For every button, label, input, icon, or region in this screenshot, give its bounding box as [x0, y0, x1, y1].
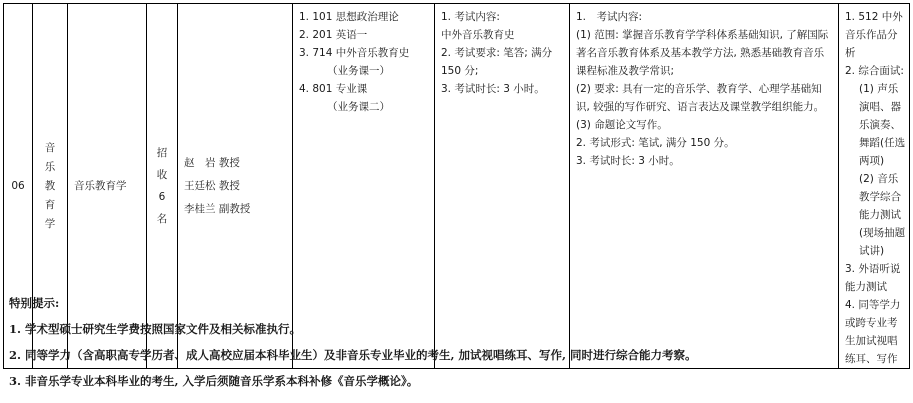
additional-line: (2) 音乐教学综合能力测试 (现场抽题试讲): [859, 173, 906, 257]
note-item: 2. 同等学力（含高职高专学历者、成人高校应届本科毕业生）及非音乐专业毕业的考生, 加试视唱练耳、写作, 同时进行综合能力考察。: [9, 348, 697, 362]
content-line: (3) 命题论文写作。: [576, 119, 668, 131]
note-item: 3. 非音乐学专业本科毕业的考生, 入学后须随音乐学系本科补修《音乐学概论》。: [9, 374, 419, 388]
content-line: (1) 范围: 掌握音乐教育学学科体系基础知识, 了解国际著名音乐教育体系及基本教学方法, 熟悉基础教育音乐课程标准及教学常识;: [576, 29, 829, 77]
major-code: 06: [11, 180, 25, 192]
content-line: 1. 考试内容:: [576, 11, 643, 23]
exam-subject: 3. 714 中外音乐教育史: [299, 47, 410, 59]
special-notes: [9, 290, 909, 394]
exam-subject-note: （业务课一）: [327, 65, 390, 77]
content-line: (2) 要求: 具有一定的音乐学、教育学、心理学基础知识, 较强的写作研究、语言表达及课堂教学组织能力。: [576, 83, 825, 113]
additional-line: (1) 声乐演唱、器乐演奏、舞蹈(任选两项): [859, 83, 906, 167]
content-line: 3. 考试时长: 3 小时。: [576, 155, 680, 167]
exam-subject: 1. 101 思想政治理论: [299, 11, 399, 23]
quota: 招收6名: [156, 147, 168, 225]
advisor-name: 李桂兰 副教授: [184, 202, 251, 215]
major-name: 音乐教育学: [44, 141, 56, 230]
advisor-name: 王廷松 教授: [184, 179, 240, 192]
retest-line: 3. 考试时长: 3 小时。: [441, 83, 545, 95]
additional-line: 3. 外语听说能力测试: [845, 263, 901, 293]
additional-line: 1. 512 中外音乐作品分析: [845, 11, 903, 59]
note-item: 1. 学术型硕士研究生学费按照国家文件及相关标准执行。: [9, 322, 302, 336]
exam-subject: 4. 801 专业课: [299, 83, 368, 95]
retest-line: 2. 考试要求: 笔答; 满分 150 分;: [441, 47, 553, 77]
exam-subject: 2. 201 英语一: [299, 29, 368, 41]
notes-title: 特别提示:: [9, 296, 60, 310]
content-line: 2. 考试形式: 笔试, 满分 150 分。: [576, 137, 735, 149]
additional-line: 4. 同等学力或跨专业考生加试视唱练耳、写作: [845, 299, 901, 365]
retest-line: 中外音乐教育史: [441, 29, 515, 41]
exam-subject-note: （业务课二）: [327, 101, 390, 113]
retest-line: 1. 考试内容:: [441, 11, 500, 23]
advisor-name: 赵 岩 教授: [184, 156, 240, 169]
research-field: 音乐教育学: [74, 180, 127, 192]
additional-line: 2. 综合面试:: [845, 65, 904, 77]
